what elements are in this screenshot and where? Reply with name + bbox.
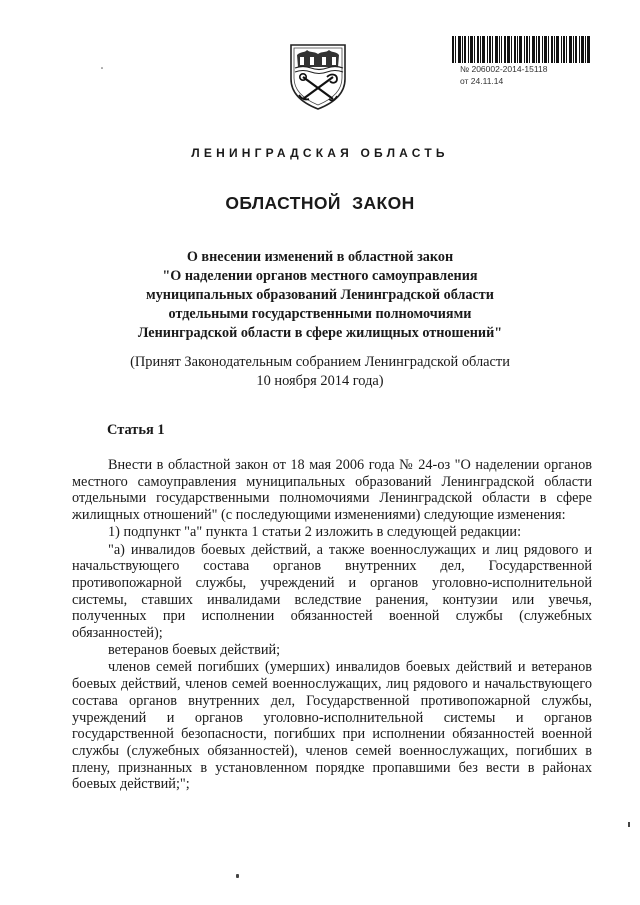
law-title-line: Ленинградской области в сфере жилищных отношений": [137, 325, 503, 341]
law-title: [100, 248, 540, 343]
paragraph: Внести в областной закон от 18 мая 2006 года № 24-оз "О наделении органов местного самоуправления муниципальных образований Ленинградской области отдельными государственными полномочиями Ленинградской области в сфере жилищных отношений" (с последующими изменениями) следующие изменения:: [72, 457, 592, 524]
paragraph: членов семей погибших (умерших) инвалидов боевых действий и ветеранов боевых действий, членов семей военнослужащих, лиц рядового и начальствующего состава органов внутренних дел, Государственной противопожарной службы, учреждений и органов уголовно-исполнительной системы и органов государственной безопасности, погибших при исполнении обязанностей военной службы (служебных обязанностей), членов семей военнослужащих, погибших в плену, признанных в установленном порядке пропавшими без вести в районах боевых действий;";: [72, 659, 592, 793]
adoption-line: (Принят Законодательным собранием Ленинградской области: [130, 354, 510, 370]
law-title-line: "О наделении органов местного самоуправления: [162, 268, 478, 284]
law-title-line: отдельными государственными полномочиями: [168, 306, 472, 322]
law-title-line: О внесении изменений в областной закон: [186, 249, 454, 265]
adoption-line: 10 ноября 2014 года): [256, 373, 384, 389]
adoption-note: [100, 353, 540, 391]
article-body: [72, 457, 592, 794]
scan-mark: [236, 874, 239, 878]
law-title-line: муниципальных образований Ленинградской области: [146, 287, 494, 303]
registration-date: от 24.11.14: [460, 76, 504, 86]
region-name: ЛЕНИНГРАДСКАЯ ОБЛАСТЬ: [191, 146, 449, 160]
paragraph: "а) инвалидов боевых действий, а также военнослужащих и лиц рядового и начальствующего состава органов внутренних дел, Государственной противопожарной службы, учреждений и органов уголовно-исполнительной системы, ставших инвалидами вследствие ранения, контузии или увечья, полученных при исполнении обязанностей военной службы (служебных обязанностей);: [72, 541, 592, 642]
paragraph: 1) подпункт "а" пункта 1 статьи 2 изложить в следующей редакции:: [108, 524, 522, 541]
coat-of-arms-icon: [287, 41, 349, 111]
registration-number: № 206002-2014-15118: [460, 64, 548, 74]
scan-mark: [628, 822, 630, 827]
document-type: ОБЛАСТНОЙ ЗАКОН: [225, 193, 415, 213]
barcode-icon: [452, 36, 590, 63]
paragraph: ветеранов боевых действий;: [108, 642, 281, 659]
article-heading: Статья 1: [107, 422, 165, 438]
